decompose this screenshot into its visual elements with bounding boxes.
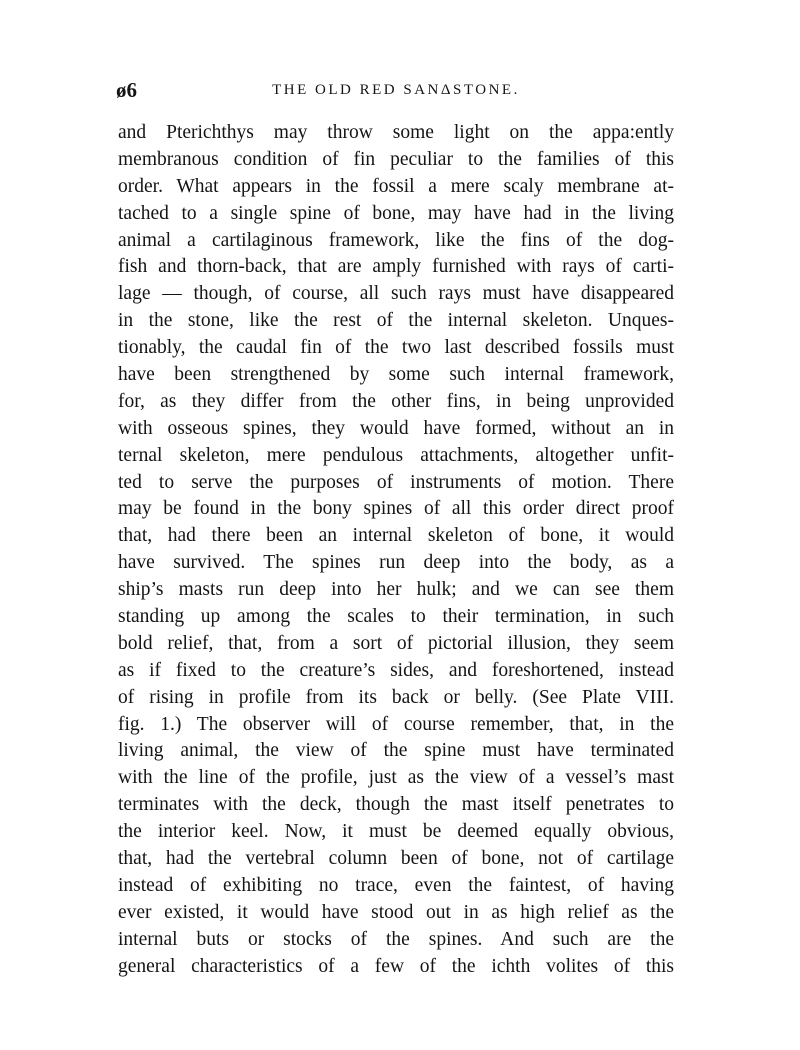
- text-line: ternal skeleton, mere pendulous attachments, altogether unfit-: [118, 444, 674, 466]
- text-line: animal a cartilaginous framework, like the fins of thе dog-: [118, 229, 674, 251]
- text-line: tached to a single spine of bone, may have had in the living: [118, 202, 674, 224]
- text-line: have been strengthened by some such internal framework,: [118, 364, 674, 386]
- text-line: with osseous spines, they would have formed, without an in: [118, 417, 674, 439]
- text-line: that, had the vertebral column been of bone, not of cartilage: [118, 848, 674, 870]
- text-line: general characteristics of a few of the ichth volites of this: [118, 955, 674, 977]
- page-number: ø6: [116, 78, 137, 102]
- body-text: [118, 120, 674, 981]
- text-line: terminates with the deck, though the mast itself penetrates to: [118, 794, 674, 816]
- text-line: bold relief, that, from a sort of pictorial illusion, they seem: [118, 632, 674, 654]
- text-line: living animal, the view of the spine must have terminated: [118, 740, 674, 762]
- text-line: tionably, the caudal fin of the two last described fossils must: [118, 337, 674, 359]
- page-header: [116, 78, 676, 104]
- text-line: internal buts or stocks of the spines. And such are the: [118, 928, 674, 950]
- text-line: and Pterichthys may throw some light on the appa:ently: [118, 122, 674, 143]
- text-line: order. What appears in the fossil a mere scaly membrane at-: [118, 175, 674, 197]
- text-line: that, had there been an internal skeleton of bone, it would: [118, 525, 674, 547]
- text-line: in the stone, like the rest of the internal skeleton. Unques-: [118, 310, 674, 332]
- text-line: lage — though, of course, all such rays must have disappeared: [118, 283, 674, 305]
- text-line: of rising in profile from its back or belly. (See Plate VIII.: [118, 686, 674, 708]
- text-line: ever existed, it would have stood out in as high relief as the: [118, 901, 674, 923]
- text-line: instead of exhibiting no trace, even the faintest, of having: [118, 874, 674, 896]
- text-line: standing up among the scales to their termination, in such: [118, 606, 674, 628]
- text-line: have survived. The spines run deep into the body, as a: [118, 552, 674, 574]
- text-line: the interior keel. Now, it must be deemed equally obvious,: [118, 821, 674, 843]
- text-line: membranous condition of fin peculiar to the families of this: [118, 148, 674, 170]
- text-line: may be found in the bony spines of all this order direct proof: [118, 498, 674, 520]
- text-line: ted to serve the purposes of instruments of motion. There: [118, 471, 674, 493]
- text-line: as if fixed to the creature’s sides, and foreshortened, instead: [118, 659, 674, 681]
- running-title: THE OLD RED SAΝΔSTONE.: [272, 82, 520, 98]
- text-line: fish and thorn-back, that are amply furnished with rays of carti-: [118, 256, 674, 278]
- text-line: fig. 1.) The observer will of course remember, that, in the: [118, 713, 674, 735]
- text-line: with the line of the profile, just as the view of a vessel’s mast: [118, 767, 674, 789]
- text-line: for, as they differ from the other fins, in being unprovided: [118, 390, 674, 412]
- text-line: ship’s masts run deep into her hulk; and we can see them: [118, 579, 674, 601]
